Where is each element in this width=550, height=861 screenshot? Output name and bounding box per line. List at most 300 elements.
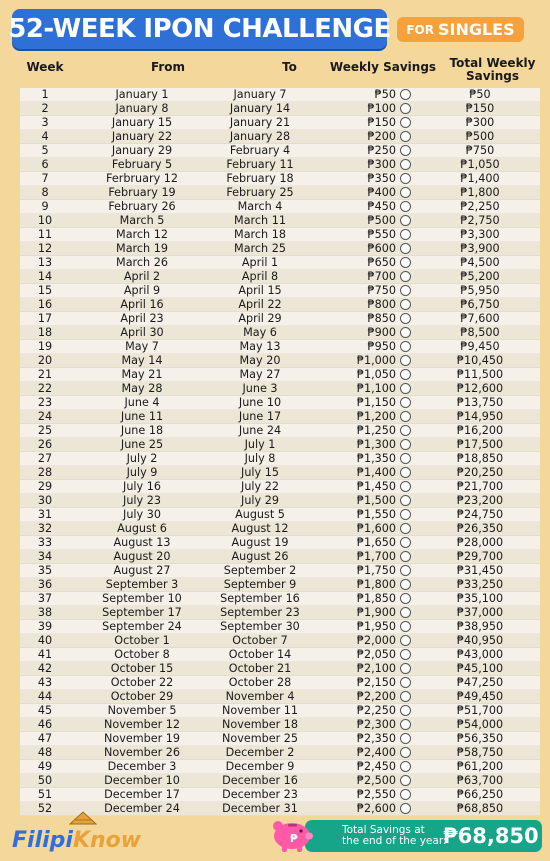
checkbox-cell[interactable] [400, 467, 432, 478]
checkbox-cell[interactable] [400, 313, 432, 324]
cell-to: March 25 [234, 242, 286, 255]
checkbox-circle-icon[interactable] [400, 789, 411, 800]
cell-to: January 21 [229, 116, 291, 129]
cell-total-weekly-savings: ₱18,850 [456, 452, 504, 465]
checkbox-cell[interactable] [400, 607, 432, 618]
cell-from: December 3 [107, 760, 177, 773]
cell-weekly-savings: ₱2,050 [356, 648, 396, 661]
cell-from: July 23 [123, 494, 161, 507]
checkbox-cell[interactable] [400, 481, 432, 492]
checkbox-cell[interactable] [400, 243, 432, 254]
cell-to: August 12 [231, 522, 289, 535]
checkbox-cell[interactable] [400, 635, 432, 646]
cell-week: 9 [41, 200, 49, 213]
checkbox-cell[interactable] [400, 327, 432, 338]
cell-weekly-savings: ₱1,800 [356, 578, 396, 591]
cell-weekly-savings: ₱1,500 [356, 494, 396, 507]
table-row [20, 620, 540, 634]
cell-from: January 22 [111, 130, 173, 143]
cell-week: 23 [37, 396, 53, 409]
cell-weekly-savings: ₱250 [367, 144, 396, 157]
cell-from: November 19 [104, 732, 180, 745]
checkbox-cell[interactable] [400, 425, 432, 436]
cell-total-weekly-savings: ₱68,850 [456, 802, 504, 815]
checkbox-cell[interactable] [400, 747, 432, 758]
cell-to: April 29 [238, 312, 282, 325]
table-row [20, 592, 540, 606]
cell-from: April 9 [123, 284, 161, 297]
checkbox-cell[interactable] [400, 761, 432, 772]
table-row [20, 508, 540, 522]
table-row [20, 550, 540, 564]
cell-week: 14 [37, 270, 53, 283]
cell-total-weekly-savings: ₱49,450 [456, 690, 504, 703]
cell-to: June 17 [238, 410, 282, 423]
cell-from: March 5 [119, 214, 165, 227]
cell-from: February 26 [108, 200, 176, 213]
cell-total-weekly-savings: ₱56,350 [456, 732, 504, 745]
cell-to: June 10 [238, 396, 282, 409]
table-row [20, 648, 540, 662]
checkbox-circle-icon[interactable] [400, 551, 411, 562]
cell-from: July 16 [123, 480, 161, 493]
checkbox-cell[interactable] [400, 103, 432, 114]
checkbox-circle-icon[interactable] [400, 481, 411, 492]
checkbox-cell[interactable] [400, 439, 432, 450]
checkbox-circle-icon[interactable] [400, 159, 411, 170]
table-row [20, 130, 540, 144]
checkbox-circle-icon[interactable] [400, 747, 411, 758]
cell-to: February 4 [229, 144, 291, 157]
cell-week: 19 [37, 340, 53, 353]
cell-week: 11 [37, 228, 53, 241]
table-row [20, 354, 540, 368]
cell-week: 33 [37, 536, 53, 549]
cell-from: November 26 [104, 746, 180, 759]
checkbox-cell[interactable] [400, 215, 432, 226]
checkbox-cell[interactable] [400, 453, 432, 464]
cell-total-weekly-savings: ₱24,750 [456, 508, 504, 521]
cell-total-weekly-savings: ₱63,700 [456, 774, 504, 787]
checkbox-cell[interactable] [400, 551, 432, 562]
checkbox-circle-icon[interactable] [400, 131, 411, 142]
cell-week: 3 [41, 116, 49, 129]
table-body [20, 88, 540, 816]
cell-weekly-savings: ₱1,450 [356, 480, 396, 493]
cell-total-weekly-savings: ₱61,200 [456, 760, 504, 773]
checkbox-circle-icon[interactable] [400, 229, 411, 240]
checkbox-circle-icon[interactable] [400, 733, 411, 744]
page-title: 52-WEEK IPON CHALLENGE [8, 14, 391, 44]
cell-weekly-savings: ₱600 [367, 242, 396, 255]
cell-week: 38 [37, 606, 53, 619]
cell-total-weekly-savings: ₱8,500 [460, 326, 500, 339]
cell-weekly-savings: ₱2,600 [356, 802, 396, 815]
cell-to: March 18 [234, 228, 286, 241]
checkbox-circle-icon[interactable] [400, 439, 411, 450]
checkbox-cell[interactable] [400, 495, 432, 506]
checkbox-circle-icon[interactable] [400, 103, 411, 114]
cell-week: 52 [37, 802, 53, 815]
table-row [20, 284, 540, 298]
cell-weekly-savings: ₱2,150 [356, 676, 396, 689]
cell-week: 6 [41, 158, 49, 171]
cell-from: January 8 [115, 102, 169, 115]
checkbox-circle-icon[interactable] [400, 691, 411, 702]
cell-total-weekly-savings: ₱31,450 [456, 564, 504, 577]
cell-week: 42 [37, 662, 53, 675]
checkbox-circle-icon[interactable] [400, 299, 411, 310]
checkbox-cell[interactable] [400, 369, 432, 380]
cell-total-weekly-savings: ₱3,300 [460, 228, 500, 241]
checkbox-circle-icon[interactable] [400, 341, 411, 352]
checkbox-cell[interactable] [400, 355, 432, 366]
table-row [20, 536, 540, 550]
tag-small-text: FOR [406, 22, 434, 37]
cell-week: 46 [37, 718, 53, 731]
checkbox-circle-icon[interactable] [400, 117, 411, 128]
cell-week: 37 [37, 592, 53, 605]
checkbox-circle-icon[interactable] [400, 215, 411, 226]
table-row [20, 774, 540, 788]
svg-text:₱: ₱ [290, 832, 298, 845]
cell-to: January 7 [233, 88, 287, 101]
cell-weekly-savings: ₱1,600 [356, 522, 396, 535]
checkbox-cell[interactable] [400, 397, 432, 408]
cell-from: October 8 [114, 648, 170, 661]
cell-from: April 16 [120, 298, 164, 311]
checkbox-circle-icon[interactable] [400, 537, 411, 548]
cell-total-weekly-savings: ₱500 [465, 130, 495, 143]
checkbox-circle-icon[interactable] [400, 145, 411, 156]
cell-to: April 15 [238, 284, 282, 297]
cell-weekly-savings: ₱1,200 [356, 410, 396, 423]
cell-from: October 15 [110, 662, 174, 675]
cell-to: September 9 [223, 578, 297, 591]
checkbox-cell[interactable] [400, 271, 432, 282]
checkbox-circle-icon[interactable] [400, 243, 411, 254]
cell-from: July 9 [126, 466, 158, 479]
checkbox-circle-icon[interactable] [400, 187, 411, 198]
table-row [20, 340, 540, 354]
cell-from: April 30 [120, 326, 164, 339]
cell-from: September 10 [102, 592, 182, 605]
cell-total-weekly-savings: ₱3,900 [460, 242, 500, 255]
checkbox-circle-icon[interactable] [400, 327, 411, 338]
cell-total-weekly-savings: ₱1,400 [460, 172, 500, 185]
table-row [20, 242, 540, 256]
cell-from: March 19 [116, 242, 168, 255]
cell-to: December 9 [225, 760, 295, 773]
checkbox-circle-icon[interactable] [400, 383, 411, 394]
cell-total-weekly-savings: ₱58,750 [456, 746, 504, 759]
cell-weekly-savings: ₱1,850 [356, 592, 396, 605]
table-row [20, 116, 540, 130]
cell-from: January 15 [111, 116, 173, 129]
checkbox-cell[interactable] [400, 117, 432, 128]
cell-total-weekly-savings: ₱17,500 [456, 438, 504, 451]
checkbox-cell[interactable] [400, 705, 432, 716]
cell-weekly-savings: ₱1,050 [356, 368, 396, 381]
checkbox-cell[interactable] [400, 285, 432, 296]
cell-week: 28 [37, 466, 53, 479]
total-savings-box [305, 820, 542, 852]
cell-from: February 5 [111, 158, 173, 171]
cell-total-weekly-savings: ₱750 [465, 144, 495, 157]
checkbox-circle-icon[interactable] [400, 355, 411, 366]
cell-week: 36 [37, 578, 53, 591]
cell-from: September 17 [102, 606, 182, 619]
cell-from: December 10 [104, 774, 180, 787]
cell-to: March 11 [234, 214, 286, 227]
checkbox-cell[interactable] [400, 257, 432, 268]
cell-weekly-savings: ₱2,400 [356, 746, 396, 759]
cell-week: 45 [37, 704, 53, 717]
checkbox-circle-icon[interactable] [400, 663, 411, 674]
header-total-weekly-savings: Total Weekly Savings [449, 56, 536, 83]
cell-from: December 24 [104, 802, 180, 815]
cell-to: May 27 [239, 368, 281, 381]
cell-weekly-savings: ₱150 [367, 116, 396, 129]
checkbox-cell[interactable] [400, 187, 432, 198]
table-row [20, 732, 540, 746]
filipiknow-logo [12, 826, 141, 854]
table-row [20, 438, 540, 452]
table-row [20, 718, 540, 732]
table-row [20, 368, 540, 382]
cell-from: May 7 [125, 340, 159, 353]
checkbox-cell[interactable] [400, 383, 432, 394]
cell-to: September 16 [220, 592, 300, 605]
cell-weekly-savings: ₱400 [367, 186, 396, 199]
checkbox-cell[interactable] [400, 89, 432, 100]
checkbox-circle-icon[interactable] [400, 285, 411, 296]
checkbox-circle-icon[interactable] [400, 257, 411, 268]
cell-total-weekly-savings: ₱37,000 [456, 606, 504, 619]
cell-week: 12 [37, 242, 53, 255]
cell-from: October 1 [114, 634, 170, 647]
cell-from: January 29 [111, 144, 173, 157]
checkbox-cell[interactable] [400, 649, 432, 660]
checkbox-circle-icon[interactable] [400, 271, 411, 282]
cell-total-weekly-savings: ₱35,100 [456, 592, 504, 605]
checkbox-circle-icon[interactable] [400, 719, 411, 730]
checkbox-circle-icon[interactable] [400, 621, 411, 632]
cell-from: Ferbruary 12 [106, 172, 178, 185]
table-row [20, 466, 540, 480]
table-row [20, 494, 540, 508]
table-row [20, 788, 540, 802]
cell-weekly-savings: ₱2,200 [356, 690, 396, 703]
cell-from: May 28 [121, 382, 163, 395]
checkbox-cell[interactable] [400, 229, 432, 240]
cell-week: 22 [37, 382, 53, 395]
cell-to: July 29 [241, 494, 279, 507]
cell-weekly-savings: ₱550 [367, 228, 396, 241]
cell-total-weekly-savings: ₱1,050 [460, 158, 500, 171]
cell-week: 43 [37, 676, 53, 689]
cell-to: November 4 [225, 690, 295, 703]
cell-weekly-savings: ₱2,100 [356, 662, 396, 675]
checkbox-cell[interactable] [400, 565, 432, 576]
checkbox-circle-icon[interactable] [400, 677, 411, 688]
cell-weekly-savings: ₱2,500 [356, 774, 396, 787]
tag-large-text: SINGLES [437, 20, 515, 39]
cell-week: 35 [37, 564, 53, 577]
checkbox-circle-icon[interactable] [400, 89, 411, 100]
checkbox-cell[interactable] [400, 299, 432, 310]
cell-weekly-savings: ₱2,550 [356, 788, 396, 801]
checkbox-circle-icon[interactable] [400, 467, 411, 478]
cell-to: November 25 [222, 732, 298, 745]
cell-from: July 30 [123, 508, 161, 521]
checkbox-circle-icon[interactable] [400, 397, 411, 408]
checkbox-cell[interactable] [400, 691, 432, 702]
table-row [20, 634, 540, 648]
cell-to: October 21 [228, 662, 292, 675]
table-row [20, 312, 540, 326]
checkbox-circle-icon[interactable] [400, 453, 411, 464]
checkbox-circle-icon[interactable] [400, 565, 411, 576]
cell-total-weekly-savings: ₱150 [465, 102, 495, 115]
cell-weekly-savings: ₱950 [367, 340, 396, 353]
table-row [20, 746, 540, 760]
cell-to: July 15 [241, 466, 279, 479]
checkbox-cell[interactable] [400, 677, 432, 688]
cell-weekly-savings: ₱100 [367, 102, 396, 115]
checkbox-circle-icon[interactable] [400, 761, 411, 772]
cell-to: September 2 [223, 564, 297, 577]
table-header [20, 56, 540, 88]
table-row [20, 704, 540, 718]
cell-to: July 8 [244, 452, 276, 465]
title-banner [8, 9, 391, 49]
checkbox-cell[interactable] [400, 411, 432, 422]
cell-week: 41 [37, 648, 53, 661]
cell-to: December 31 [222, 802, 298, 815]
checkbox-circle-icon[interactable] [400, 173, 411, 184]
cell-from: May 14 [121, 354, 163, 367]
cell-weekly-savings: ₱450 [367, 200, 396, 213]
checkbox-circle-icon[interactable] [400, 705, 411, 716]
checkbox-circle-icon[interactable] [400, 593, 411, 604]
cell-from: November 12 [104, 718, 180, 731]
checkbox-cell[interactable] [400, 523, 432, 534]
cell-week: 51 [37, 788, 53, 801]
checkbox-cell[interactable] [400, 593, 432, 604]
table-row [20, 690, 540, 704]
checkbox-cell[interactable] [400, 201, 432, 212]
cell-to: January 28 [229, 130, 291, 143]
cell-weekly-savings: ₱1,300 [356, 438, 396, 451]
cell-total-weekly-savings: ₱23,200 [456, 494, 504, 507]
cell-total-weekly-savings: ₱45,100 [456, 662, 504, 675]
cell-total-weekly-savings: ₱43,000 [456, 648, 504, 661]
cell-weekly-savings: ₱1,100 [356, 382, 396, 395]
checkbox-cell[interactable] [400, 621, 432, 632]
header-weekly-savings: Weekly Savings [329, 60, 437, 74]
cell-total-weekly-savings: ₱11,500 [456, 368, 504, 381]
checkbox-cell[interactable] [400, 537, 432, 548]
cell-weekly-savings: ₱2,300 [356, 718, 396, 731]
header-from: From [150, 60, 186, 74]
cell-week: 13 [37, 256, 53, 269]
checkbox-cell[interactable] [400, 789, 432, 800]
checkbox-circle-icon[interactable] [400, 509, 411, 520]
cell-from: June 4 [124, 396, 160, 409]
cell-from: May 21 [121, 368, 163, 381]
checkbox-cell[interactable] [400, 131, 432, 142]
cell-to: April 1 [241, 256, 279, 269]
checkbox-circle-icon[interactable] [400, 369, 411, 380]
cell-week: 49 [37, 760, 53, 773]
cell-to: August 26 [231, 550, 289, 563]
checkbox-cell[interactable] [400, 509, 432, 520]
checkbox-circle-icon[interactable] [400, 425, 411, 436]
table-row [20, 298, 540, 312]
checkbox-cell[interactable] [400, 663, 432, 674]
table-row [20, 662, 540, 676]
checkbox-circle-icon[interactable] [400, 313, 411, 324]
checkbox-circle-icon[interactable] [400, 775, 411, 786]
cell-week: 2 [41, 102, 49, 115]
checkbox-circle-icon[interactable] [400, 495, 411, 506]
checkbox-circle-icon[interactable] [400, 607, 411, 618]
checkbox-circle-icon[interactable] [400, 649, 411, 660]
header-week: Week [26, 60, 64, 74]
checkbox-cell[interactable] [400, 145, 432, 156]
cell-weekly-savings: ₱1,550 [356, 508, 396, 521]
table-row [20, 256, 540, 270]
cell-weekly-savings: ₱1,950 [356, 620, 396, 633]
checkbox-circle-icon[interactable] [400, 201, 411, 212]
cell-total-weekly-savings: ₱47,250 [456, 676, 504, 689]
checkbox-circle-icon[interactable] [400, 803, 411, 814]
cell-total-weekly-savings: ₱21,700 [456, 480, 504, 493]
table-row [20, 522, 540, 536]
cell-to: October 28 [228, 676, 292, 689]
checkbox-cell[interactable] [400, 719, 432, 730]
cell-from: November 5 [107, 704, 177, 717]
checkbox-circle-icon[interactable] [400, 523, 411, 534]
checkbox-cell[interactable] [400, 341, 432, 352]
checkbox-circle-icon[interactable] [400, 411, 411, 422]
checkbox-cell[interactable] [400, 173, 432, 184]
table-row [20, 326, 540, 340]
checkbox-cell[interactable] [400, 159, 432, 170]
cell-week: 7 [41, 172, 49, 185]
cell-week: 40 [37, 634, 53, 647]
cell-to: May 6 [243, 326, 277, 339]
cell-total-weekly-savings: ₱5,200 [460, 270, 500, 283]
cell-to: September 23 [220, 606, 300, 619]
cell-week: 18 [37, 326, 53, 339]
cell-week: 25 [37, 424, 53, 437]
checkbox-circle-icon[interactable] [400, 635, 411, 646]
checkbox-circle-icon[interactable] [400, 579, 411, 590]
table-row [20, 228, 540, 242]
cell-from: October 22 [110, 676, 174, 689]
cell-total-weekly-savings: ₱2,250 [460, 200, 500, 213]
checkbox-cell[interactable] [400, 803, 432, 814]
cell-weekly-savings: ₱2,350 [356, 732, 396, 745]
checkbox-cell[interactable] [400, 775, 432, 786]
checkbox-cell[interactable] [400, 579, 432, 590]
table-row [20, 480, 540, 494]
cell-to: November 18 [222, 718, 298, 731]
checkbox-cell[interactable] [400, 733, 432, 744]
table-row [20, 200, 540, 214]
